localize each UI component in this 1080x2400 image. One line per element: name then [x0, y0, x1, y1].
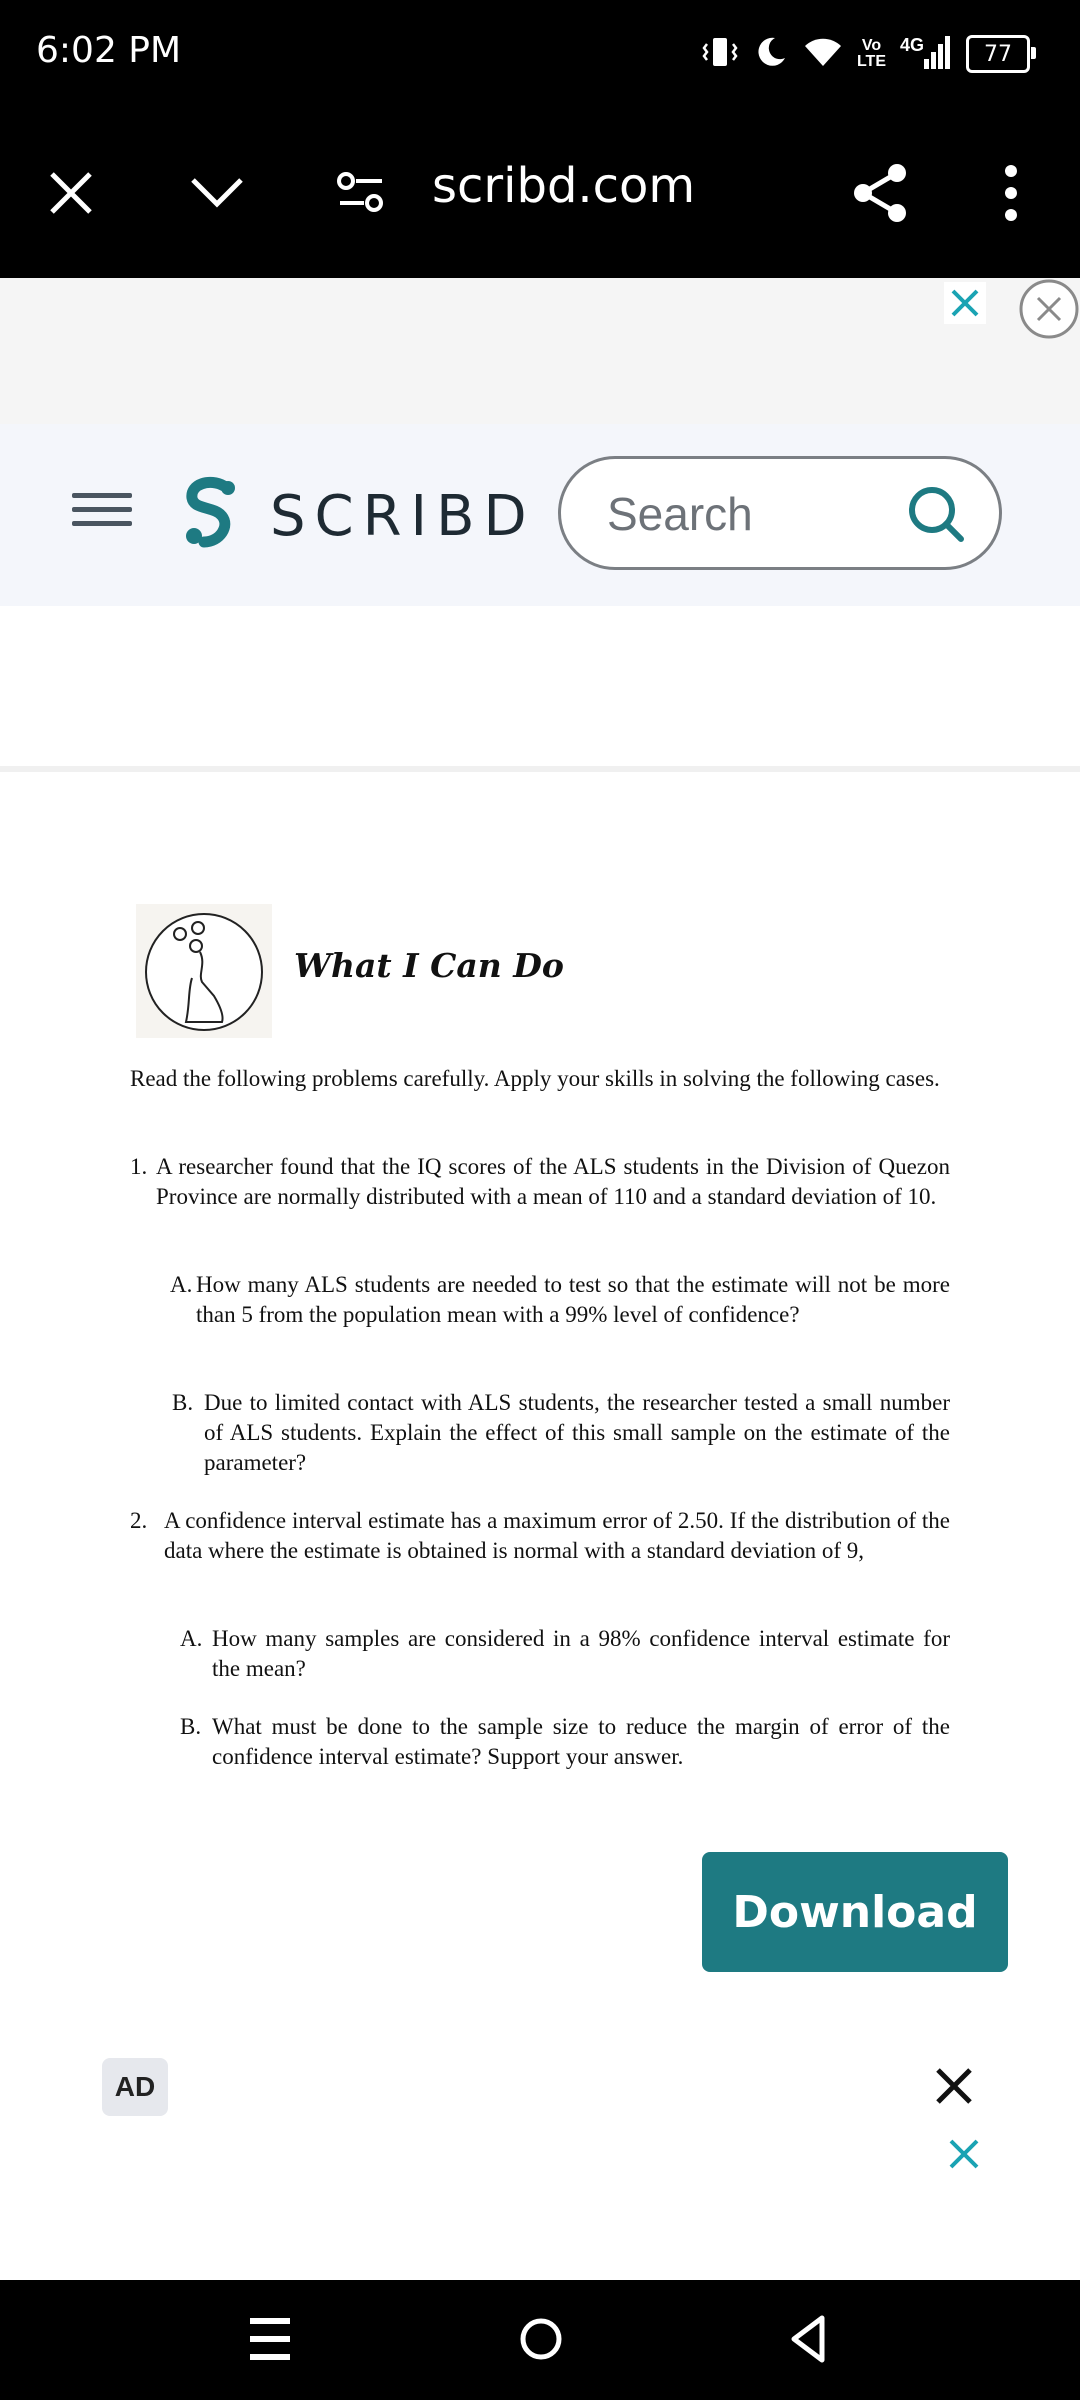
volte-label: [857, 38, 886, 70]
back-icon[interactable]: [786, 2312, 832, 2371]
problem-text: A researcher found that the IQ scores of the ALS students in the Division of Quezon Province are normally distributed with a mean of 110 and a standard deviation of 10.: [156, 1154, 950, 1209]
volte-bottom: LTE: [856, 53, 886, 70]
vibrate-icon: [701, 34, 739, 75]
ad-dismiss-circle-icon[interactable]: [1018, 278, 1080, 345]
problem-1: [130, 1152, 950, 1212]
search-icon[interactable]: [905, 483, 967, 550]
search-input[interactable]: [605, 483, 869, 545]
section-title: What I Can Do: [294, 946, 564, 985]
problem-1-part-b: [172, 1388, 950, 1478]
home-icon[interactable]: [518, 2314, 564, 2369]
problem-1-part-a: [170, 1270, 950, 1330]
download-button[interactable]: Download: [702, 1852, 1008, 1972]
part-letter: B.: [172, 1390, 194, 1415]
site-header: [0, 424, 1080, 606]
problem-text: A confidence interval estimate has a maximum error of 2.50. If the distribution of the data where the estimate is obtained is normal with a standard deviation of 9,: [164, 1508, 950, 1563]
part-text: How many samples are considered in a 98% confidence interval estimate for the mean?: [212, 1626, 950, 1681]
ad-close-icon[interactable]: [944, 282, 986, 324]
share-icon[interactable]: [846, 158, 916, 228]
recent-apps-icon[interactable]: [248, 2314, 292, 2369]
wifi-icon: [803, 34, 843, 75]
part-letter: A.: [180, 1626, 203, 1651]
part-text: Due to limited contact with ALS students, the researcher tested a small number of ALS students. Explain the effect of this small sample on the estimate of the parameter?: [204, 1390, 950, 1475]
scribd-logo-icon[interactable]: [180, 476, 244, 557]
status-icons: [701, 28, 1030, 80]
brand-wordmark[interactable]: SCRIBD: [270, 484, 536, 549]
volte-top: Vo: [861, 37, 882, 54]
intro-paragraph: Read the following problems carefully. Apply your skills in solving the following cases.: [130, 1066, 940, 1091]
do-not-disturb-moon-icon: [753, 34, 789, 75]
menu-icon[interactable]: [72, 484, 132, 535]
ad-badge: AD: [102, 2058, 168, 2116]
url-text[interactable]: scribd.com: [432, 158, 696, 214]
status-bar: [0, 0, 1080, 108]
site-settings-icon[interactable]: [326, 158, 396, 228]
problem-2-part-b: [180, 1712, 950, 1772]
problem-2-part-a: [180, 1624, 950, 1684]
search-bar[interactable]: [558, 456, 1002, 570]
battery-indicator: 77: [966, 35, 1030, 73]
problem-number: 2.: [130, 1508, 148, 1533]
section-divider: [0, 766, 1080, 772]
network-type: 4G: [899, 34, 924, 55]
ad-info-close-icon[interactable]: [946, 2136, 982, 2177]
ad-close-icon[interactable]: [934, 2066, 974, 2111]
status-time: 6:02 PM: [36, 30, 182, 71]
signal-icon: [924, 35, 952, 74]
problem-number: 1.: [130, 1154, 148, 1179]
browser-toolbar: [0, 108, 1080, 278]
top-ad-banner: [0, 278, 1080, 424]
problem-2: [130, 1506, 950, 1566]
activity-emblem-icon: [136, 904, 272, 1043]
signal-group: [900, 35, 952, 74]
more-options-icon[interactable]: [976, 158, 1046, 228]
part-text: What must be done to the sample size to reduce the margin of error of the confidence interval estimate? Support your answer.: [212, 1714, 950, 1769]
system-nav-bar: [0, 2280, 1080, 2400]
close-tab-icon[interactable]: [36, 158, 106, 228]
chevron-down-icon[interactable]: [182, 158, 252, 228]
part-letter: B.: [180, 1714, 202, 1739]
part-letter: A.: [170, 1272, 193, 1297]
part-text: How many ALS students are needed to test so that the estimate will not be more than 5 from the population mean with a 99% level of confidence?: [196, 1272, 950, 1327]
